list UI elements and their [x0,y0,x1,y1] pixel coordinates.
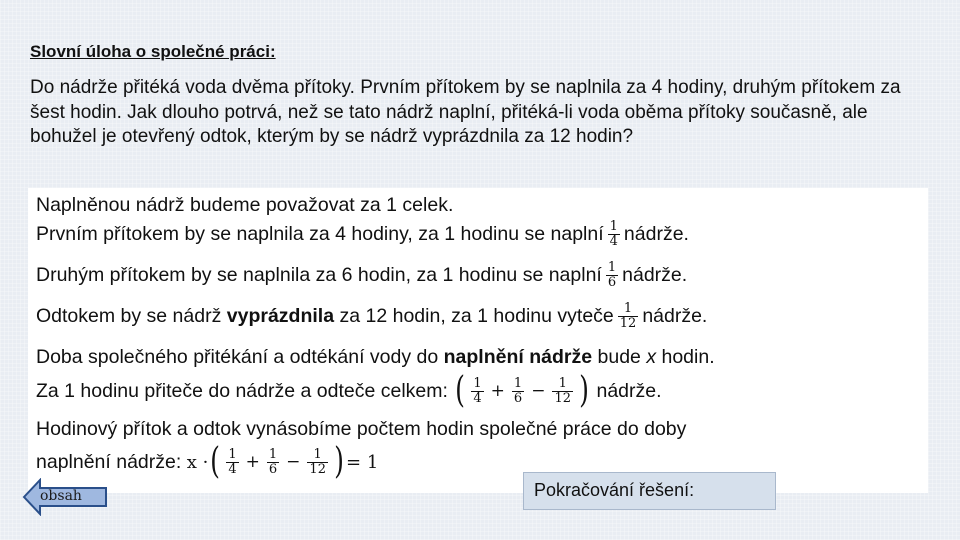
solution-line-5-c: bude [597,346,641,368]
fraction-one-quarter [471,377,483,406]
fraction-denominator: 4 [473,390,482,406]
equation-x-times: x · [186,451,209,473]
fraction-numerator: 1 [623,301,633,316]
solution-line-7 [36,418,686,441]
continue-button-label: Pokračování řešení: [534,480,695,500]
left-paren: ( [455,370,466,411]
solution-line-3-end: nádrže. [622,264,688,286]
fraction-denominator: 4 [228,461,237,477]
solution-line-5 [36,346,715,369]
solution-line-5-bold: naplnění nádrže [443,346,593,368]
plus-sign: + [490,381,505,401]
solution-line-5-a: Doba společného přitékání a odtékání vody do [36,346,439,368]
fraction-denominator: 12 [309,461,326,477]
fraction-numerator: 1 [313,446,322,462]
equation-rhs: = 1 [346,451,379,473]
fraction-one-sixth [267,448,279,477]
plus-sign: + [245,452,260,472]
fraction-numerator: 1 [228,446,237,462]
fraction-denominator: 6 [607,275,617,290]
solution-line-6 [36,370,662,411]
right-paren: ) [579,370,589,411]
solution-box [28,188,928,493]
solution-line-3 [36,261,687,290]
solution-line-8-text: naplnění nádrže: [36,450,182,473]
right-paren: ) [334,441,344,482]
solution-line-6-text: Za 1 hodinu přiteče do nádrže a odteče celkem: [36,379,448,402]
problem-statement: Do nádrže přitéká voda dvěma přítoky. Prvním přítokem by se naplnila za 4 hodiny, druhým přítokem za šest hodin. Jak dlouho potrvá, než se tato nádrž naplní, přitéká-li voda oběma přítoky současně, ale bohužel je otevřený odtok, kterým by se nádrž vyprázdnila za 12 hodin? [30,77,901,147]
fraction-one-twelfth [618,302,639,331]
solution-line-2-end: nádrže. [623,223,689,245]
solution-line-4 [36,302,707,331]
solution-line-5-d: hodin. [661,346,715,368]
fraction-denominator: 6 [268,461,278,477]
minus-sign: − [286,452,301,472]
fraction-denominator: 12 [554,390,571,406]
fraction-one-sixth [512,377,524,406]
slide-heading: Slovní úloha o společné práci: [30,42,276,61]
fraction-one-quarter [608,220,620,249]
back-button-label: obsah [40,488,82,504]
solution-line-8 [36,441,379,482]
fraction-numerator: 1 [607,260,617,275]
fraction-numerator: 1 [513,375,523,391]
solution-line-3-text: Druhým přítokem by se naplnila za 6 hodin, za 1 hodinu se naplní [36,264,602,286]
fraction-one-sixth [606,261,618,290]
minus-sign: − [531,381,546,401]
solution-line-7-text: Hodinový přítok a odtok vynásobíme počtem hodin společné práce do doby [36,418,687,440]
continue-solution-button[interactable] [523,472,776,510]
solution-line-4-bold: vyprázdnila [226,305,335,327]
fraction-one-quarter [226,448,238,477]
solution-line-1-text: Naplněnou nádrž budeme považovat za 1 celek. [36,194,454,216]
fraction-numerator: 1 [473,375,482,391]
fraction-numerator: 1 [558,375,567,391]
solution-line-2 [36,220,689,249]
solution-line-4-end: nádrže. [642,305,708,327]
solution-line-2-text: Prvním přítokem by se naplnila za 4 hodiny, za 1 hodinu se naplní [36,223,604,245]
solution-line-6-end: nádrže. [596,379,662,402]
fraction-denominator: 4 [609,234,618,249]
back-to-contents-button[interactable] [22,478,108,516]
solution-line-4-c: za 12 hodin, za 1 hodinu vyteče [339,305,614,327]
fraction-denominator: 12 [619,316,637,331]
left-paren: ( [210,441,221,482]
fraction-numerator: 1 [609,219,618,234]
fraction-one-twelfth [307,448,328,477]
fraction-one-twelfth [552,377,573,406]
variable-x: x [646,346,657,368]
fraction-denominator: 6 [513,390,523,406]
fraction-numerator: 1 [268,446,278,462]
solution-line-1 [36,194,453,217]
solution-line-4-a: Odtokem by se nádrž [36,305,222,327]
